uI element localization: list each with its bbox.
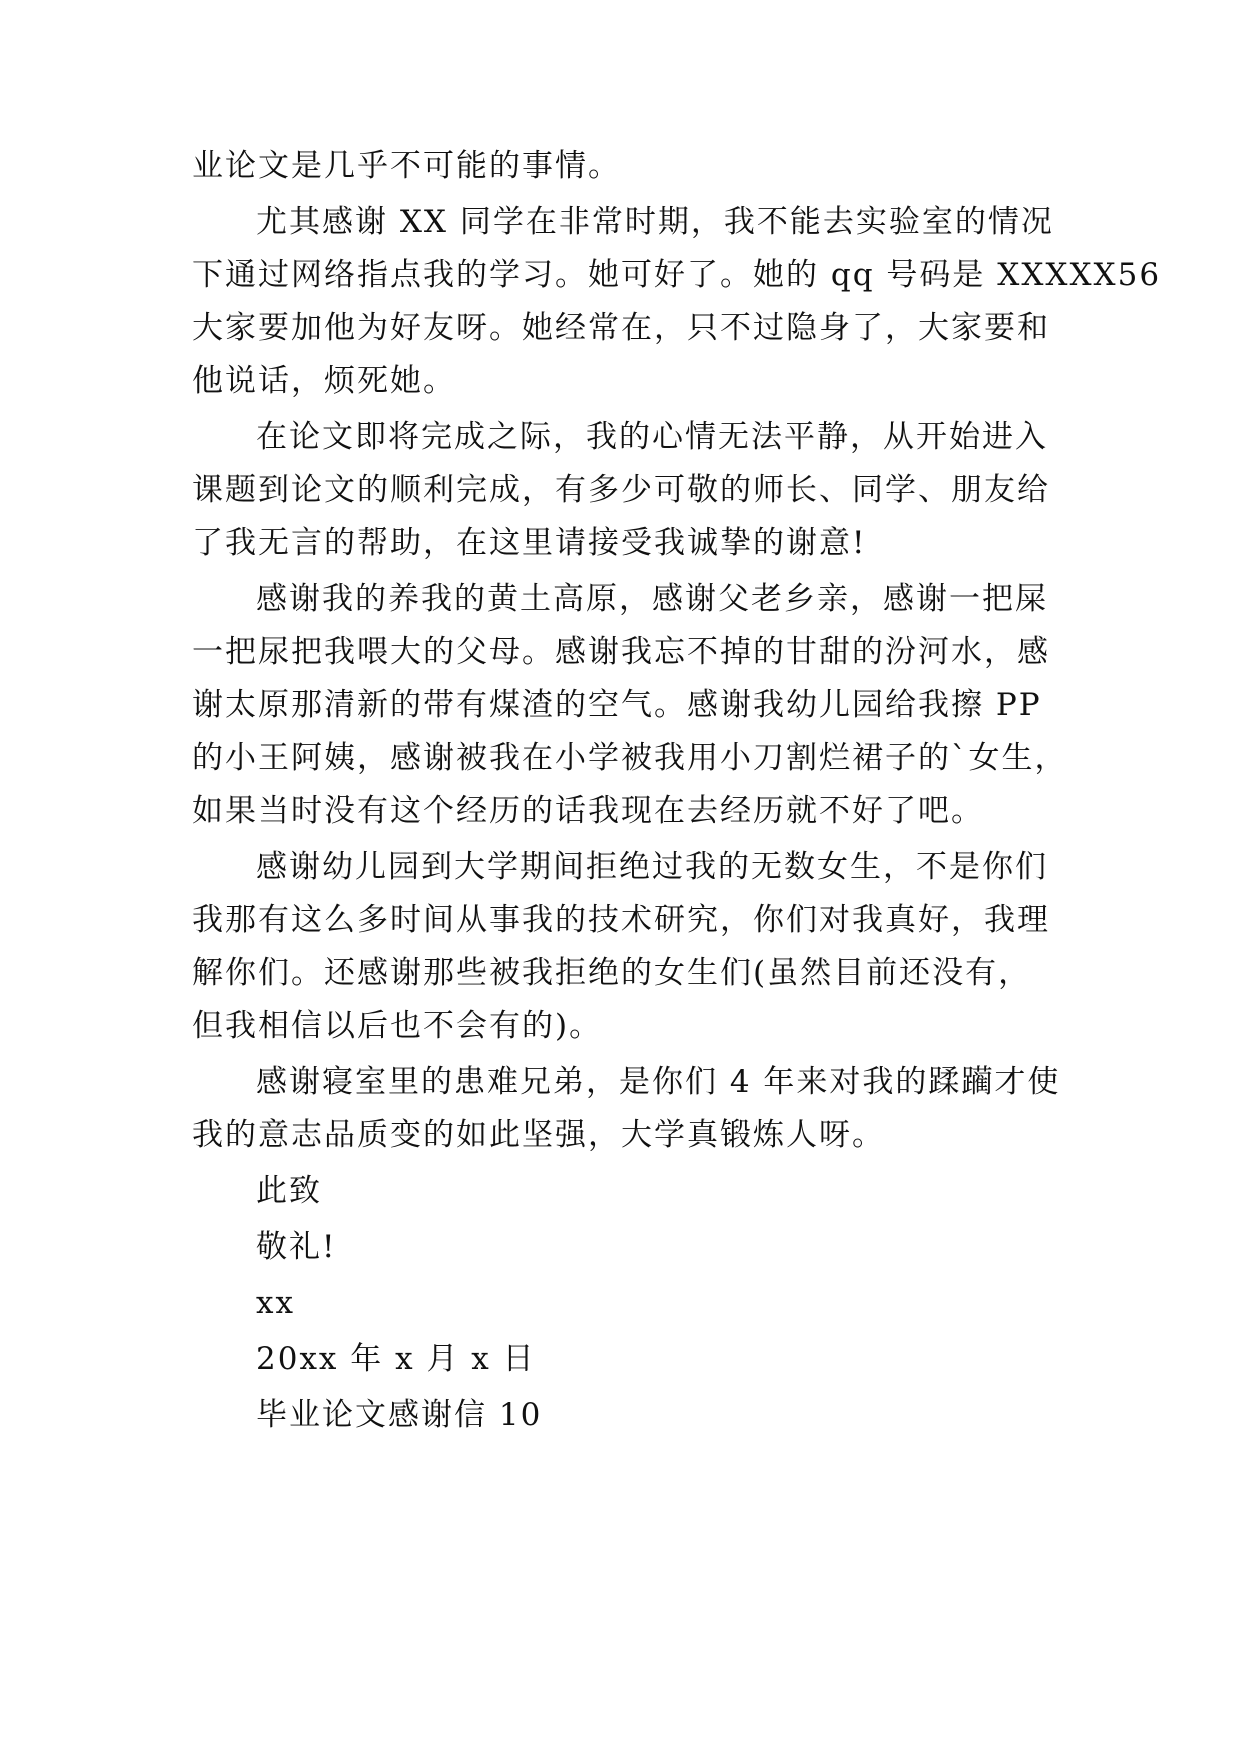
body-text-line: 我的意志品质变的如此坚强，大学真锻炼人呀。 [192,1117,885,1153]
body-text-line: 解你们。还感谢那些被我拒绝的女生们(虽然目前还没有， [192,955,1032,991]
body-text-line: 感谢我的养我的黄土高原，感谢父老乡亲，感谢一把屎 [256,581,1048,617]
body-text-line: 的小王阿姨，感谢被我在小学被我用小刀割烂裙子的`女生， [192,740,1068,776]
body-text-line: 一把尿把我喂大的父母。感谢我忘不掉的甘甜的汾河水，感 [192,634,1050,670]
signature-name: xx [256,1285,295,1321]
next-section-title: 毕业论文感谢信 10 [256,1397,543,1433]
body-text-line: 尤其感谢 XX 同学在非常时期，我不能去实验室的情况 [256,204,1054,240]
body-text-line: 感谢寝室里的患难兄弟，是你们 4 年来对我的蹂躏才使 [256,1064,1061,1100]
body-text-line: 如果当时没有这个经历的话我现在去经历就不好了吧。 [192,793,984,829]
signature-date: 20xx 年 x 月 x 日 [256,1341,536,1377]
body-text-line: 在论文即将完成之际，我的心情无法平静，从开始进入 [256,419,1048,455]
body-text-line: 大家要加他为好友呀。她经常在，只不过隐身了，大家要和 [192,310,1050,346]
body-text-line: 我那有这么多时间从事我的技术研究，你们对我真好，我理 [192,902,1050,938]
body-text-line: 下通过网络指点我的学习。她可好了。她的 qq 号码是 XXXXX56 [192,257,1162,293]
closing-salutation: 此致 [256,1173,322,1209]
body-text-line: 业论文是几乎不可能的事情。 [192,148,621,184]
closing-regards: 敬礼! [256,1229,337,1265]
body-text-line: 感谢幼儿园到大学期间拒绝过我的无数女生，不是你们 [256,849,1048,885]
body-text-line: 课题到论文的顺利完成，有多少可敬的师长、同学、朋友给 [192,472,1050,508]
body-text-line: 他说话，烦死她。 [192,363,456,399]
body-text-line: 了我无言的帮助，在这里请接受我诚挚的谢意! [192,525,867,561]
body-text-line: 但我相信以后也不会有的)。 [192,1008,603,1044]
body-text-line: 谢太原那清新的带有煤渣的空气。感谢我幼儿园给我擦 PP [192,687,1042,723]
